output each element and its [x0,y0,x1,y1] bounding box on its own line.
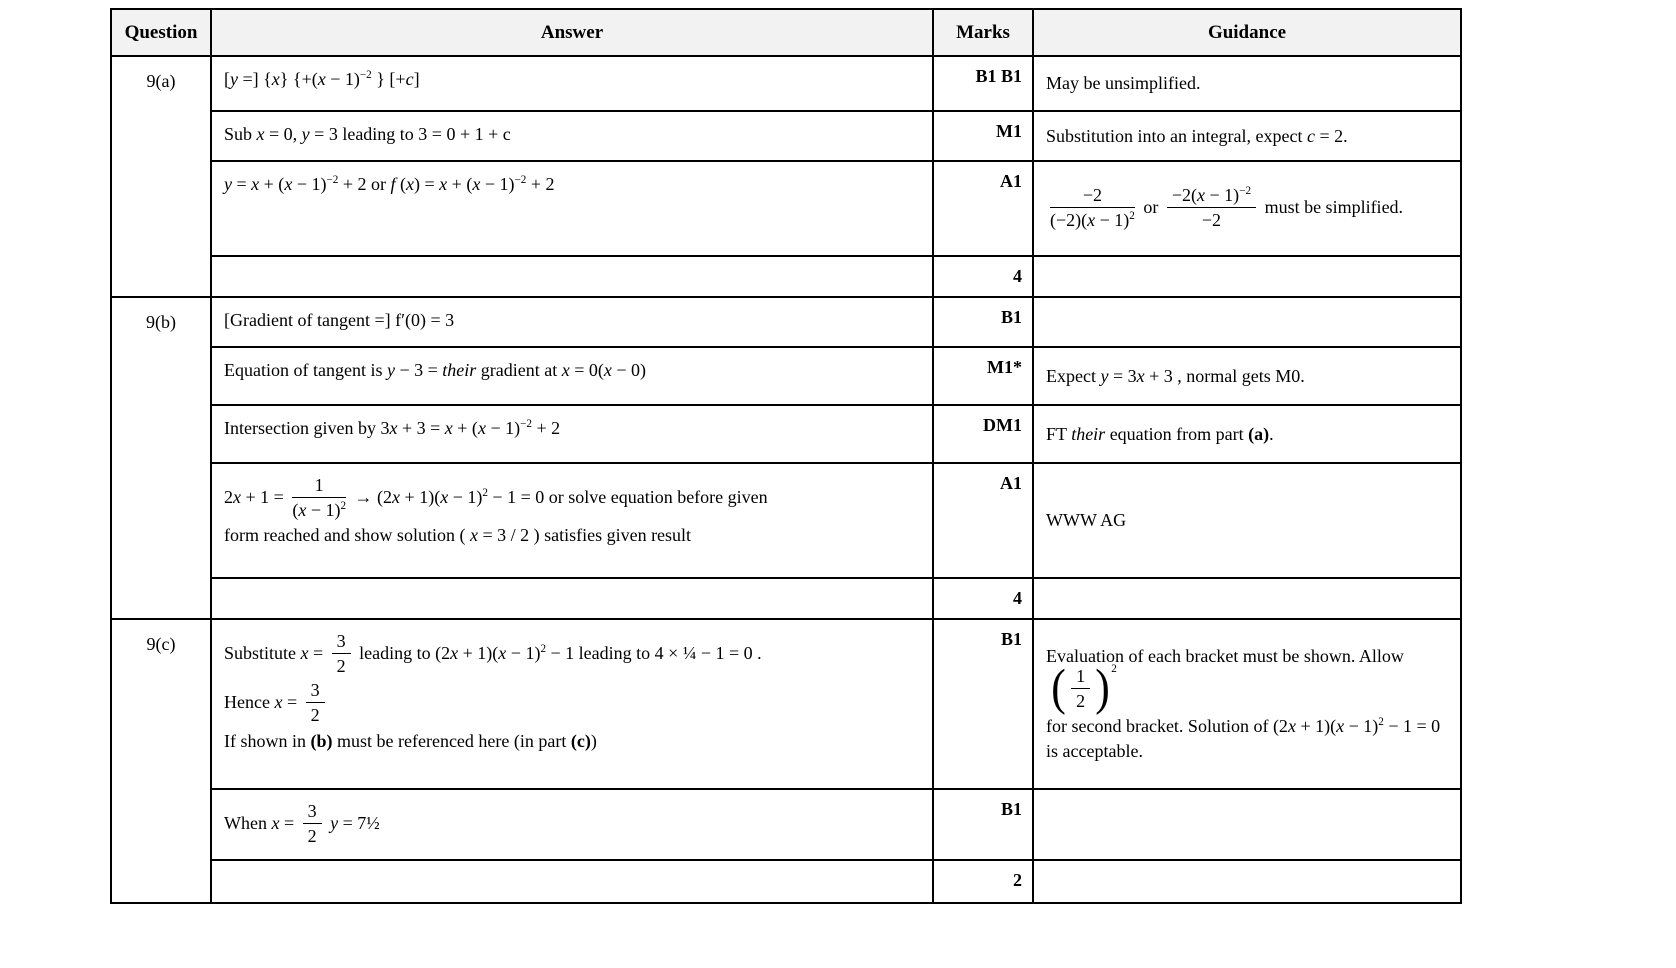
marks-cell: A1 [933,161,1033,256]
question-label: 9(c) [111,619,211,903]
answer-cell [211,619,933,789]
italic-text: x [498,642,507,663]
subtotal-row [111,860,1461,903]
fraction-denominator: 2 [307,826,317,847]
guidance-line: for second bracket. Solution of $(2x + 1)(x - 1)^2 - 1 = 0$ [1046,716,1441,737]
close-paren: ) [1095,658,1110,716]
answer-line: Equation of tangent is y − 3 = their gradient at x = 0(x − 0) [224,360,647,380]
italic-text: x [271,812,280,833]
answer-cell [211,297,933,347]
italic-text: x [389,418,398,438]
guidance-cell [1033,578,1461,619]
fraction-denominator: 2 [310,705,320,726]
question-label: 9(a) [111,56,211,297]
table-header-row [111,9,1461,56]
guidance-line: WWW AG [1046,510,1127,530]
italic-text: c [405,69,414,89]
marks-cell: B1 B1 [933,56,1033,111]
italic-text: x [233,486,241,507]
superscript: −2 [520,418,532,430]
italic-text: x [561,360,570,380]
italic-text: x [450,642,459,663]
guidance-cell [1033,789,1461,860]
answer-cell [211,578,933,619]
superscript: 2 [540,642,547,655]
guidance-line: is acceptable. [1046,741,1143,762]
italic-text: y [1100,365,1109,386]
header-answer: Answer [211,9,933,56]
superscript: −2 [1239,184,1252,197]
italic-text: x [392,486,401,507]
italic-text: x [271,69,280,89]
answer-cell [211,860,933,903]
italic-text: x [1287,716,1296,737]
answer-cell [211,347,933,405]
guidance-cell [1033,297,1461,347]
answer-line: When x = $\frac{3}{2}$ y = 7½ [224,801,380,847]
fraction-denominator: 2 [336,656,346,677]
guidance-line: May be unsimplified. [1046,73,1201,93]
fraction-denominator: 2 [1076,691,1086,711]
answer-cell [211,111,933,161]
fraction [1050,185,1135,230]
fraction [1167,185,1256,230]
marks-cell: B1 [933,619,1033,789]
fraction-numerator: −2 [1050,185,1135,208]
italic-text: x [284,174,293,194]
subtotal-row [111,578,1461,619]
fraction [292,475,346,520]
guidance-cell [1033,161,1461,256]
answer-line: Intersection given by $3x + 3 = x + (x - 1)^{-2} + 2$ [224,418,561,438]
marks-cell: A1 [933,463,1033,578]
guidance-line: Substitution into an integral, expect c = 2. [1046,125,1348,146]
fraction-numerator: 1 [1071,666,1090,689]
italic-text: f [390,174,396,194]
italic-text: x [256,124,265,144]
answer-cell [211,161,933,256]
answer-line: [y =] {x} {$+(x - 1)^{-2}$ } [+c] [224,69,420,89]
italic-text: x [439,174,448,194]
mark-row [111,111,1461,161]
question-label: 9(b) [111,297,211,619]
mark-row [111,463,1461,578]
fraction-denominator: $(-2)(x - 1)^2$ [1050,210,1135,230]
mark-row [111,161,1461,256]
fraction-numerator: 3 [303,801,322,824]
marks-cell: 4 [933,256,1033,297]
mark-scheme-table [110,8,1462,904]
fraction [332,631,351,676]
fraction-numerator: 1 [292,475,346,498]
fraction-denominator: $(x - 1)^2$ [292,500,347,521]
answer-line: 2x + 1 = $\frac{1}{(x - 1)^2}$ → $(2x + 1)(x - 1)^2 - 1 = 0$ or solve equation before given [224,475,768,521]
italic-text: x [472,174,481,194]
superscript: −2 [326,174,339,186]
italic-text: x [469,525,478,546]
answer-line: Substitute x = $\frac{3}{2}$ leading to $(2x + 1)(x - 1)^2 - 1$ leading to 4 × ¼ − 1 = 0 . [224,631,762,677]
italic-text: x [406,174,415,194]
italic-text: x [603,360,612,380]
open-paren: ( [1051,658,1066,716]
superscript: 2 [1378,716,1384,729]
guidance-line: Expect y = 3x + 3 , normal gets M0. [1046,365,1305,386]
italic-text: x [274,692,283,713]
answer-line: Sub x = 0, y = 3 leading to 3 = 0 + 1 + c [224,124,511,144]
marks-cell: 4 [933,578,1033,619]
italic-text: y [386,360,395,380]
guidance-cell [1033,463,1461,578]
superscript: −2 [359,69,372,81]
guidance-cell [1033,619,1461,789]
superscript: 2 [482,486,488,499]
fraction-numerator: $-2(x - 1)^{-2}$ [1167,185,1256,208]
italic-text: x [317,69,326,89]
header-guidance: Guidance [1033,9,1461,56]
italic-text: x [1336,716,1345,737]
marks-cell: B1 [933,297,1033,347]
fraction-denominator: −2 [1201,210,1222,230]
marks-cell: 2 [933,860,1033,903]
answer-cell [211,56,933,111]
italic-text: c [1306,125,1315,146]
marks-cell: B1 [933,789,1033,860]
answer-line: [Gradient of tangent =] f′(0) = 3 [224,310,455,330]
marks-cell: DM1 [933,405,1033,463]
mark-row [111,347,1461,405]
mark-row [111,405,1461,463]
answer-line: $y = x + (x - 1)^{-2} + 2$ or f $(x) = x + (x - 1)^{-2} + 2$ [224,174,555,194]
italic-text: y [330,812,339,833]
guidance-cell [1033,347,1461,405]
parenthesized-fraction: ( $\frac{1}{2}$ ) $^2$ [1051,658,1117,716]
fraction [303,801,322,846]
header-question: Question [111,9,211,56]
italic-text: x [1087,210,1096,230]
italic-text: their [442,360,477,380]
fraction [306,680,325,725]
italic-text: x [298,500,307,521]
superscript: 2 [1129,210,1135,222]
answer-cell [211,789,933,860]
mark-row [111,56,1461,111]
italic-text: x [251,174,260,194]
header-marks: Marks [933,9,1033,56]
answer-cell [211,405,933,463]
answer-line: Hence x = $\frac{3}{2}$ [224,681,920,726]
italic-text: x [1136,365,1145,386]
bold-text: (a) [1248,423,1270,444]
answer-cell [211,256,933,297]
fraction-numerator: 3 [306,680,325,703]
guidance-cell [1033,405,1461,463]
guidance-cell [1033,256,1461,297]
answer-line: If shown in (b) must be referenced here (in part (c)) [224,730,597,751]
marks-cell: M1 [933,111,1033,161]
guidance-line: $\frac{-2}{(-2)(x - 1)^2}$ or $\frac{-2(x - 1)^{-2}}{-2}$ must be simplified. [1050,184,1404,230]
mark-row [111,297,1461,347]
guidance-line: Evaluation of each bracket must be shown. Allow ( $\frac{1}{2}$ ) $^2$ [1046,645,1404,716]
guidance-cell [1033,860,1461,903]
italic-text: x [444,418,453,438]
bold-text: (b) [310,730,333,751]
guidance-cell [1033,56,1461,111]
fraction [1071,666,1090,711]
mark-row [111,789,1461,860]
superscript: 2 [340,500,347,513]
mark-row [111,619,1461,789]
fraction-numerator: 3 [332,631,351,654]
superscript: −2 [514,174,527,186]
italic-text: x [300,642,309,663]
italic-text: their [1071,423,1106,444]
answer-cell [211,463,933,578]
subtotal-row [111,256,1461,297]
guidance-cell [1033,111,1461,161]
italic-text: x [477,418,486,438]
italic-text: x [1197,184,1206,205]
marks-cell: M1* [933,347,1033,405]
answer-line: form reached and show solution ( x = 3 / 2 ) satisfies given result [224,525,692,546]
mark-scheme-page [110,8,1462,904]
italic-text: y [230,69,238,89]
guidance-line: FT their equation from part (a). [1046,423,1274,444]
italic-text: y [301,124,310,144]
italic-text: y [224,174,232,194]
bold-text: (c) [570,730,591,751]
italic-text: x [440,486,449,507]
